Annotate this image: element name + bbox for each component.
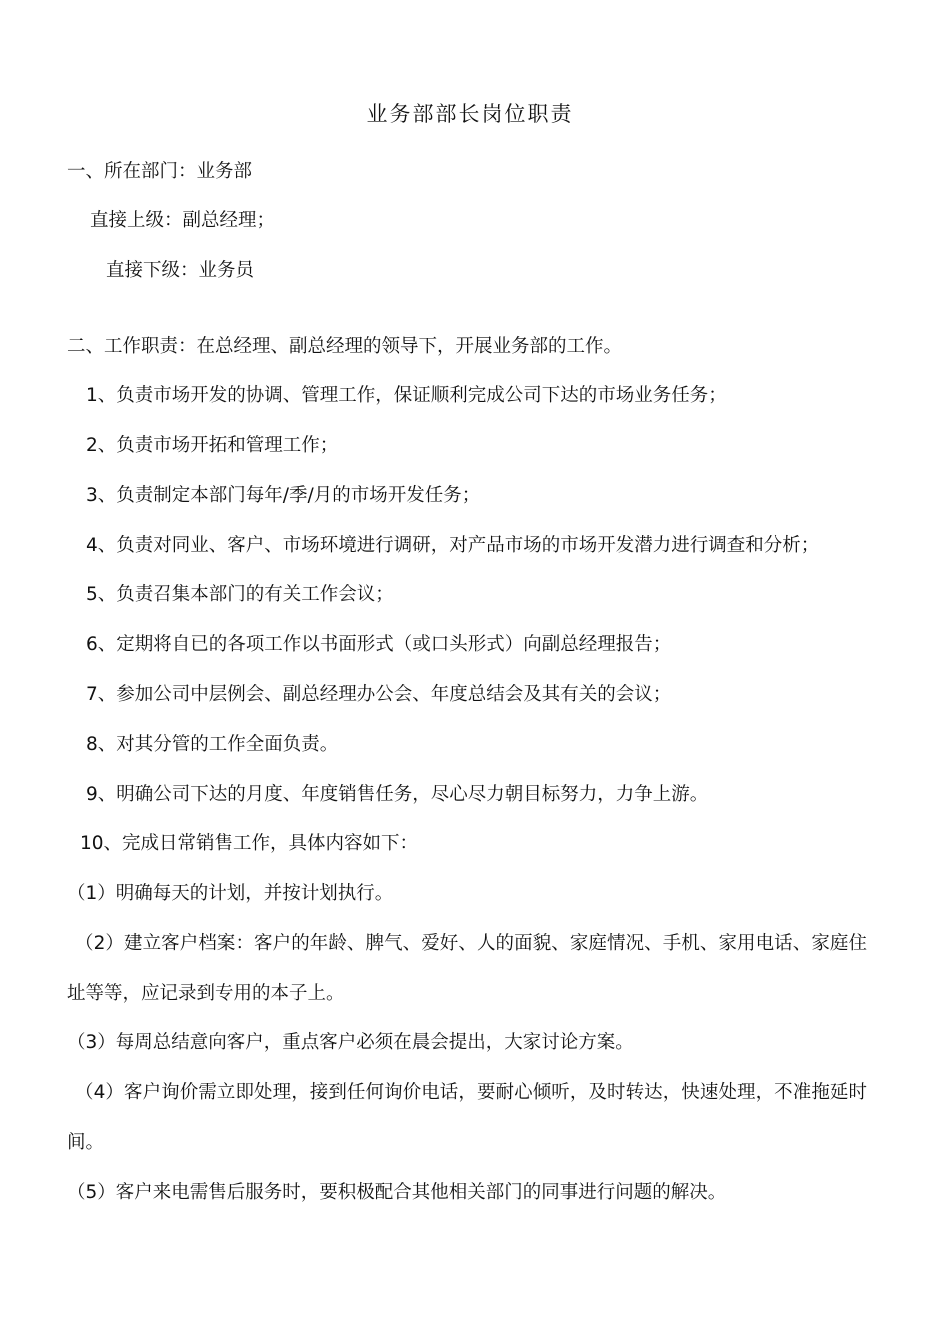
duty-item: 4、负责对同业、客户、市场环境进行调研，对产品市场的市场开发潜力进行调查和分析； xyxy=(86,535,820,556)
duty-item: 3、负责制定本部门每年/季/月的市场开发任务； xyxy=(86,485,481,506)
duty-item: 2、负责市场开拓和管理工作； xyxy=(86,435,339,456)
direct-subordinate-line: 直接下级：业务员 xyxy=(106,260,255,281)
sales-subitem: （3）每周总结意向客户，重点客户必须在晨会提出，大家讨论方案。 xyxy=(67,1032,634,1053)
duty-item: 9、明确公司下达的月度、年度销售任务，尽心尽力朝目标努力，力争上游。 xyxy=(86,784,709,805)
duty-item: 1、负责市场开发的协调、管理工作，保证顺利完成公司下达的市场业务任务； xyxy=(86,385,727,406)
duty-item: 5、负责召集本部门的有关工作会议； xyxy=(86,584,394,605)
direct-superior-line: 直接上级：副总经理； xyxy=(90,210,276,231)
duty-item: 8、对其分管的工作全面负责。 xyxy=(86,734,339,755)
sales-subitem: （5）客户来电需售后服务时，要积极配合其他相关部门的同事进行问题的解决。 xyxy=(67,1182,727,1203)
sales-subitem: （2）建立客户档案：客户的年龄、脾气、爱好、人的面貌、家庭情况、手机、家用电话、家庭住址等等，应记录到专用的本子上。 xyxy=(67,933,867,1004)
document-title: 业务部部长岗位职责 xyxy=(366,102,574,126)
department-line: 一、所在部门：业务部 xyxy=(67,161,253,182)
sales-subitem: （4）客户询价需立即处理，接到任何询价电话，要耐心倾听，及时转达，快速处理，不准拖延时间。 xyxy=(67,1082,867,1153)
duties-heading: 二、工作职责：在总经理、副总经理的领导下，开展业务部的工作。 xyxy=(67,336,623,357)
sales-subitem: （1）明确每天的计划，并按计划执行。 xyxy=(67,883,394,904)
duty-item: 10、完成日常销售工作，具体内容如下： xyxy=(80,833,419,854)
duty-item: 7、参加公司中层例会、副总经理办公会、年度总结会及其有关的会议； xyxy=(86,684,672,705)
duty-item: 6、定期将自已的各项工作以书面形式（或口头形式）向副总经理报告； xyxy=(86,634,672,655)
